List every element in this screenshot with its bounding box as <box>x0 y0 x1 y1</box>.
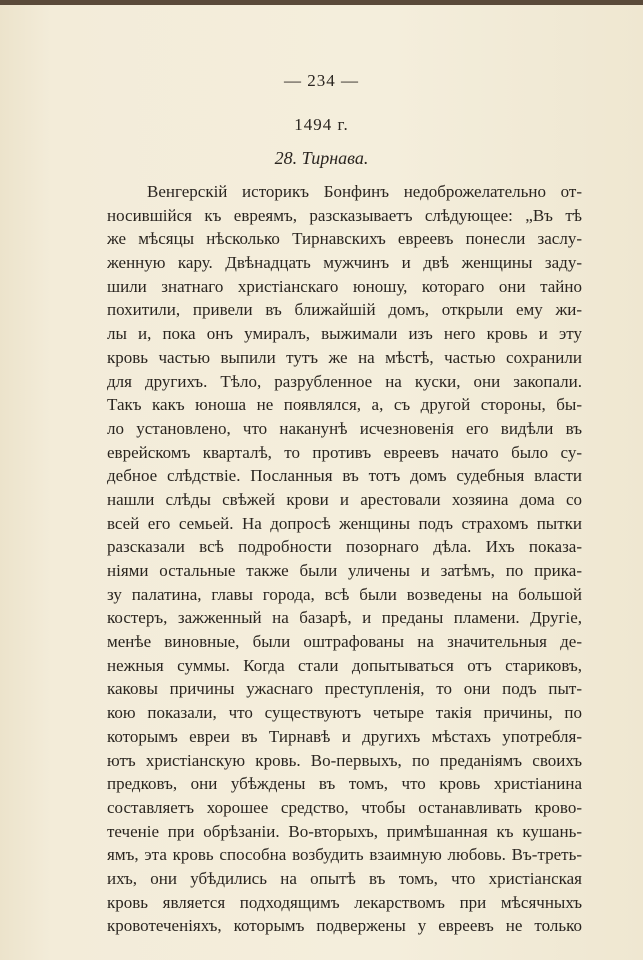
text-line: же мѣсяцы нѣсколько Тирнавскихъ евреевъ понесли заслу- <box>107 229 582 249</box>
section-title: 28. Тирнава. <box>274 148 369 168</box>
text-line: зу палатина, главы города, всѣ были возведены на большой <box>107 584 582 604</box>
text-line: Венгерскій историкъ Бонфинъ недоброжелательно от- <box>147 182 582 201</box>
text-line: которымъ евреи въ Тирнавѣ и другихъ мѣстахъ употребля- <box>107 726 582 746</box>
text-line: ло установлено, что наканунѣ исчезновенія его видѣли въ <box>107 418 582 438</box>
text-line: дебное слѣдствіе. Посланныя въ тотъ домъ судебныя власти <box>107 466 582 486</box>
text-line: менѣе виновные, были оштрафованы на значительныя де- <box>107 632 582 652</box>
text-line: костеръ, зажженный на базарѣ, и преданы пламени. Другіе, <box>107 608 582 628</box>
text-line: шили знатнаго христіанскаго юношу, котораго они тайно <box>107 276 582 296</box>
text-line: Такъ какъ юноша не появлялся, а, съ другой стороны, бы- <box>107 395 582 415</box>
text-line: всей его семьей. На допросѣ женщины подъ страхомъ пытки <box>107 513 582 533</box>
text-line: женную кару. Двѣнадцать мужчинъ и двѣ женщины заду- <box>107 253 582 273</box>
text-line: нашли слѣды свѣжей крови и арестовали хозяина дома со <box>107 489 582 509</box>
text-line: кровь частью выпили тутъ же на мѣстѣ, частью сохранили <box>107 347 582 367</box>
section-year: 1494 г. <box>294 115 349 134</box>
text-line: каковы причины ужаснаго преступленія, то они подъ пыт- <box>107 679 582 699</box>
text-line: теченіе при обрѣзаніи. Во-вторыхъ, примѣшанная къ кушань- <box>107 821 582 841</box>
page-number: — 234 — <box>284 71 359 90</box>
text-line: ніями остальные также были уличены и затѣмъ, по прика- <box>107 561 582 580</box>
text-line: разсказали всѣ подробности позорнаго дѣла. Ихъ показа- <box>107 537 582 557</box>
page-top-edge <box>0 0 643 5</box>
text-line: кровотеченіяхъ, которымъ подвержены у евреевъ не только <box>107 916 582 936</box>
text-line: нежныя суммы. Когда стали допытываться отъ стариковъ, <box>107 655 582 675</box>
text-line: ютъ христіанскую кровь. Во-первыхъ, по преданіямъ своихъ <box>107 750 582 770</box>
text-line: еврейскомъ кварталѣ, то противъ евреевъ начато было су- <box>107 442 582 462</box>
text-line: похитили, привели въ ближайшій домъ, открыли ему жи- <box>107 300 582 320</box>
text-line: составляетъ хорошее средство, чтобы останавливать крово- <box>107 797 582 817</box>
text-line: кою показали, что существуютъ четыре такія причины, по <box>107 703 582 723</box>
body-text <box>107 180 582 938</box>
text-line: для другихъ. Тѣло, разрубленное на куски, они закопали. <box>107 371 582 391</box>
text-line: предковъ, они убѣждены въ томъ, что кровь христіанина <box>107 774 582 794</box>
text-line: кровь является подходящимъ лекарствомъ при мѣсячныхъ <box>107 892 582 912</box>
text-line: ихъ, они убѣдились на опытѣ въ томъ, что христіанская <box>107 868 582 888</box>
text-line: ямъ, эта кровь способна возбудить взаимную любовь. Въ-треть- <box>107 845 582 865</box>
text-line: носившійся къ евреямъ, разсказываетъ слѣдующее: „Въ тѣ <box>107 205 582 225</box>
text-line: лы и, пока онъ умиралъ, выжимали изъ него кровь и эту <box>107 324 582 344</box>
